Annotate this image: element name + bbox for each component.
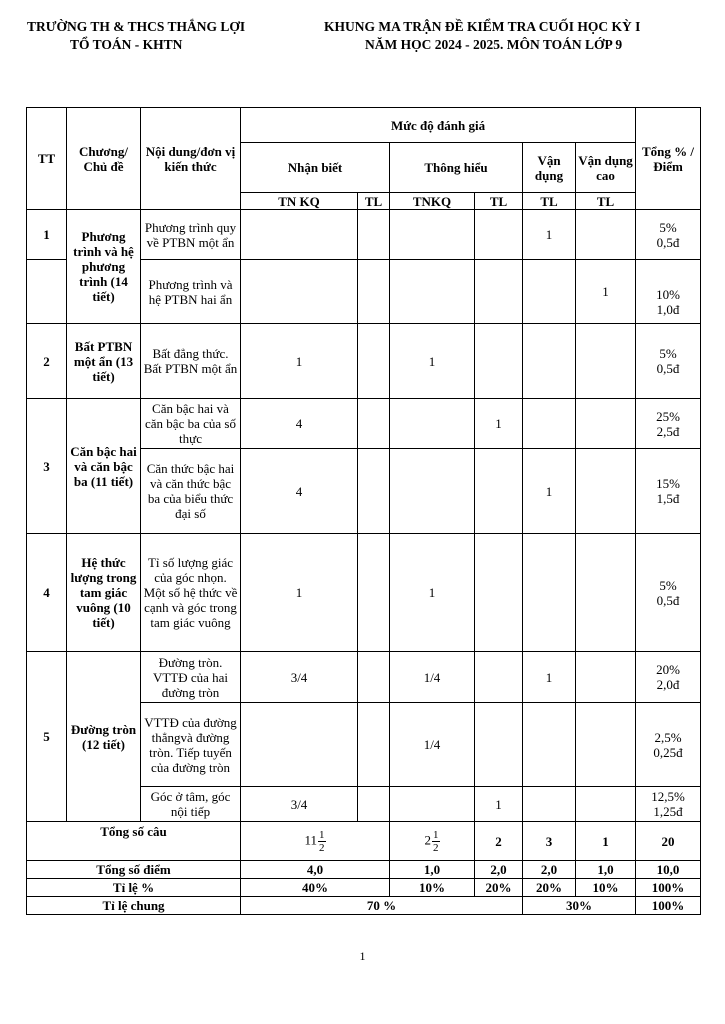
- row-total: 12,5% 1,25đ: [636, 787, 701, 822]
- points-understand: 1,0: [390, 861, 475, 879]
- head-sub: TN KQ: [241, 193, 358, 210]
- cell: [475, 260, 523, 324]
- cell: [475, 652, 523, 703]
- cell: [241, 260, 358, 324]
- row-total: 10% 1,0đ: [636, 260, 701, 324]
- cell: [390, 260, 475, 324]
- sum-questions-row: [27, 822, 701, 861]
- row-tt: 4: [27, 534, 67, 652]
- head-sub: TL: [523, 193, 576, 210]
- row-content: Đường tròn. VTTĐ của hai đường tròn: [141, 652, 241, 703]
- points-recognize: 4,0: [241, 861, 390, 879]
- cell: [358, 324, 390, 399]
- head-understand: Thông hiểu: [390, 143, 523, 193]
- cell: [576, 449, 636, 534]
- head-chapter: Chương/ Chủ đề: [67, 108, 141, 210]
- sum-understand-tl: 2: [475, 822, 523, 861]
- cell: [523, 399, 576, 449]
- cell: [523, 534, 576, 652]
- row-content: Góc ở tâm, góc nội tiếp: [141, 787, 241, 822]
- department-name: TỔ TOÁN - KHTN: [70, 37, 183, 52]
- sum-questions-label: Tổng số câu: [27, 822, 241, 861]
- table-row: [27, 210, 701, 260]
- cell: [576, 703, 636, 787]
- ratio-apply-high: 10%: [576, 879, 636, 897]
- cell: [475, 449, 523, 534]
- ratio-general-row: [27, 897, 701, 915]
- cell: [358, 399, 390, 449]
- cell: [358, 449, 390, 534]
- ratio-understand-tl: 20%: [475, 879, 523, 897]
- matrix-table: [26, 107, 701, 915]
- cell: 4: [241, 449, 358, 534]
- cell: [390, 210, 475, 260]
- row-total: 5% 0,5đ: [636, 534, 701, 652]
- sum-understand: 2 $\frac{1}{2}$: [390, 822, 475, 861]
- table-row: [27, 652, 701, 703]
- ratio-general-total: 100%: [636, 897, 701, 915]
- row-chapter: Hệ thức lượng trong tam giác vuông (10 tiết): [67, 534, 141, 652]
- points-apply-high: 1,0: [576, 861, 636, 879]
- cell: [576, 652, 636, 703]
- table-row: [27, 534, 701, 652]
- row-tt: 2: [27, 324, 67, 399]
- sum-recognize: 11 $\frac{1}{2}$: [241, 822, 390, 861]
- row-tt: 3: [27, 399, 67, 534]
- row-content: Căn bậc hai và căn bậc ba của số thực: [141, 399, 241, 449]
- cell: [576, 399, 636, 449]
- cell: [358, 260, 390, 324]
- row-total: 25% 2,5đ: [636, 399, 701, 449]
- head-apply: Vận dụng: [523, 143, 576, 193]
- ratio-total: 100%: [636, 879, 701, 897]
- sum-total: 20: [636, 822, 701, 861]
- cell: 1: [475, 399, 523, 449]
- cell: 1: [475, 787, 523, 822]
- cell: 4: [241, 399, 358, 449]
- cell: [475, 324, 523, 399]
- cell: [576, 534, 636, 652]
- head-tt: TT: [27, 108, 67, 210]
- sum-points-row: [27, 861, 701, 879]
- ratio-recognize: 40%: [241, 879, 390, 897]
- cell: 3/4: [241, 652, 358, 703]
- row-total: 5% 0,5đ: [636, 324, 701, 399]
- ratio-general-left: 70 %: [241, 897, 523, 915]
- row-content: Phương trình quy về PTBN một ẩn: [141, 210, 241, 260]
- head-sub: TL: [358, 193, 390, 210]
- cell: [475, 534, 523, 652]
- cell: [390, 449, 475, 534]
- row-content: Bất đẳng thức. Bất PTBN một ẩn: [141, 324, 241, 399]
- ratio-understand: 10%: [390, 879, 475, 897]
- ratio-general-label: Tỉ lệ chung: [27, 897, 241, 915]
- head-sub: TL: [475, 193, 523, 210]
- head-recognize: Nhận biết: [241, 143, 390, 193]
- row-chapter: Bất PTBN một ẩn (13 tiết): [67, 324, 141, 399]
- school-name: TRƯỜNG TH & THCS THẮNG LỢI: [27, 19, 246, 34]
- row-chapter: Phương trình và hệ phương trình (14 tiết): [67, 210, 141, 324]
- row-total: 5% 0,5đ: [636, 210, 701, 260]
- head-sub: TNKQ: [390, 193, 475, 210]
- sum-points-label: Tổng số điểm: [27, 861, 241, 879]
- sum-apply-high: 1: [576, 822, 636, 861]
- table-row: [27, 324, 701, 399]
- ratio-general-right: 30%: [523, 897, 636, 915]
- head-level: Mức độ đánh giá: [241, 108, 636, 143]
- head-content: Nội dung/đơn vị kiến thức: [141, 108, 241, 210]
- cell: [358, 210, 390, 260]
- points-understand-tl: 2,0: [475, 861, 523, 879]
- points-total: 10,0: [636, 861, 701, 879]
- cell: [576, 210, 636, 260]
- cell: [390, 787, 475, 822]
- row-content: Tỉ số lượng giác của góc nhọn. Một số hệ thức về cạnh và góc trong tam giác vuông: [141, 534, 241, 652]
- cell: [523, 787, 576, 822]
- row-total: 15% 1,5đ: [636, 449, 701, 534]
- cell: [241, 210, 358, 260]
- row-content: Phương trình và hệ PTBN hai ẩn: [141, 260, 241, 324]
- cell: 1: [523, 210, 576, 260]
- row-chapter: Căn bậc hai và căn bậc ba (11 tiết): [67, 399, 141, 534]
- cell: [358, 652, 390, 703]
- row-tt: [27, 260, 67, 324]
- cell: 1: [390, 534, 475, 652]
- cell: 3/4: [241, 787, 358, 822]
- cell: [475, 703, 523, 787]
- row-chapter: Đường tròn (12 tiết): [67, 652, 141, 822]
- row-tt: 1: [27, 210, 67, 260]
- cell: [358, 787, 390, 822]
- cell: 1: [576, 260, 636, 324]
- cell: [390, 399, 475, 449]
- head-total: Tổng % /Điểm: [636, 108, 701, 210]
- ratio-label: Tỉ lệ %: [27, 879, 241, 897]
- cell: [523, 260, 576, 324]
- sum-apply: 3: [523, 822, 576, 861]
- row-total: 2,5% 0,25đ: [636, 703, 701, 787]
- cell: [523, 703, 576, 787]
- head-apply-high: Vận dụng cao: [576, 143, 636, 193]
- document-subtitle: NĂM HỌC 2024 - 2025. MÔN TOÁN LỚP 9: [365, 37, 623, 52]
- row-content: VTTĐ của đường thẳngvà đường tròn. Tiếp tuyến của đường tròn: [141, 703, 241, 787]
- ratio-row: [27, 879, 701, 897]
- cell: [241, 703, 358, 787]
- page-number: 1: [359, 949, 366, 963]
- cell: 1: [241, 324, 358, 399]
- cell: 1/4: [390, 703, 475, 787]
- row-tt: 5: [27, 652, 67, 822]
- points-apply: 2,0: [523, 861, 576, 879]
- cell: 1: [390, 324, 475, 399]
- cell: [523, 324, 576, 399]
- row-total: 20% 2,0đ: [636, 652, 701, 703]
- cell: [475, 210, 523, 260]
- cell: [358, 534, 390, 652]
- table-row: [27, 399, 701, 449]
- row-content: Căn thức bậc hai và căn thức bậc ba của biểu thức đại số: [141, 449, 241, 534]
- cell: 1: [523, 652, 576, 703]
- cell: 1: [241, 534, 358, 652]
- cell: [358, 703, 390, 787]
- ratio-apply: 20%: [523, 879, 576, 897]
- cell: [576, 787, 636, 822]
- cell: 1: [523, 449, 576, 534]
- document-title: KHUNG MA TRẬN ĐỀ KIỂM TRA CUỐI HỌC KỲ I: [324, 19, 641, 34]
- cell: [576, 324, 636, 399]
- head-sub: TL: [576, 193, 636, 210]
- cell: 1/4: [390, 652, 475, 703]
